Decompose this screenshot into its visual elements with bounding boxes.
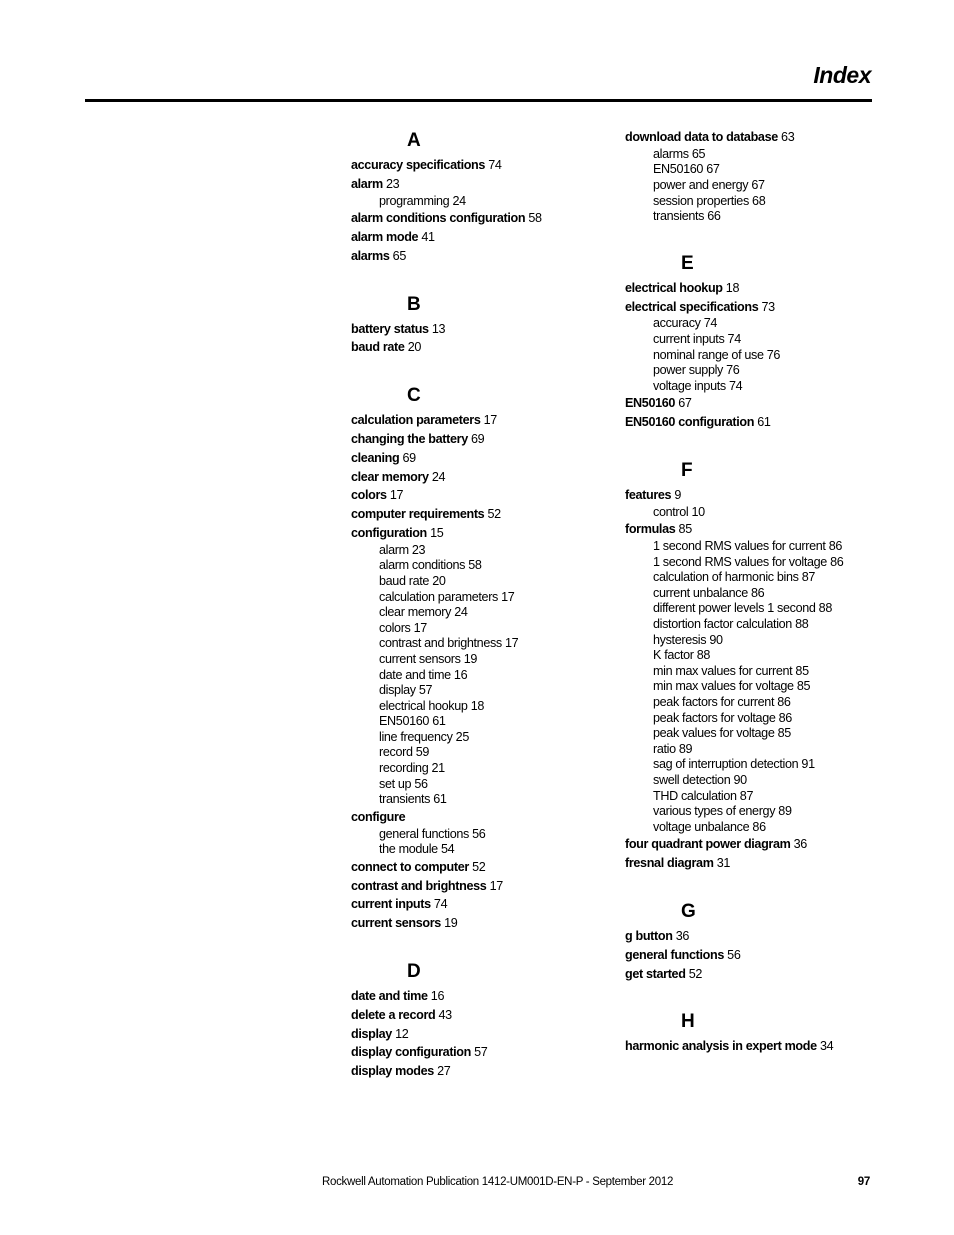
footer-page-number: 97	[857, 1176, 870, 1188]
index-term: electrical hookup	[625, 280, 723, 295]
index-page-ref: 34	[819, 1039, 834, 1054]
index-column-left	[351, 128, 611, 1107]
index-subentry: transients 66	[653, 209, 721, 224]
index-subentry: hysteresis 90	[653, 632, 723, 647]
index-section	[625, 128, 885, 225]
index-entry	[351, 895, 611, 914]
index-term: formulas	[625, 522, 676, 537]
index-page-ref: 20	[407, 340, 422, 355]
index-subentry: control 10	[653, 504, 705, 519]
index-subentries	[351, 827, 611, 858]
index-term: harmonic analysis in expert mode	[625, 1039, 817, 1054]
index-term: fresnal diagram	[625, 856, 714, 871]
index-section	[625, 1009, 885, 1056]
index-entry	[351, 411, 611, 430]
index-entry	[351, 987, 611, 1006]
index-subentry: baud rate 20	[379, 573, 446, 588]
index-subentry: nominal range of use 76	[653, 347, 781, 362]
index-term: configure	[351, 809, 406, 824]
index-term: features	[625, 487, 672, 502]
index-subentries	[625, 147, 885, 225]
section-letter: C	[407, 385, 421, 407]
index-entry	[351, 914, 611, 933]
index-section	[625, 251, 885, 432]
index-subentry: calculation of harmonic bins 87	[653, 570, 816, 585]
index-entry	[625, 1037, 885, 1056]
index-subentry: min max values for voltage 85	[653, 679, 811, 694]
index-subentry: various types of energy 89	[653, 804, 792, 819]
index-entry	[351, 524, 611, 543]
index-term: contrast and brightness	[351, 878, 487, 893]
index-page-ref: 36	[675, 928, 690, 943]
index-entry	[625, 965, 885, 984]
index-subentry: current inputs 74	[653, 331, 741, 346]
index-subentry: 1 second RMS values for voltage 86	[653, 554, 844, 569]
index-subentry: set up 56	[379, 776, 428, 791]
index-subentry: ratio 89	[653, 741, 693, 756]
index-section	[625, 899, 885, 983]
index-subentry: power supply 76	[653, 363, 740, 378]
index-term: display	[351, 1026, 392, 1041]
index-term: current sensors	[351, 916, 441, 931]
index-page-ref: 57	[474, 1045, 488, 1060]
index-subentry: distortion factor calculation 88	[653, 617, 809, 632]
section-letter: D	[407, 961, 421, 983]
index-subentry: voltage inputs 74	[653, 378, 743, 393]
index-subentry: different power levels 1 second 88	[653, 601, 832, 616]
index-page-ref: 36	[793, 837, 807, 852]
index-subentry: session properties 68	[653, 193, 766, 208]
index-subentries	[351, 543, 611, 808]
index-term: accuracy specifications	[351, 158, 486, 172]
index-subentry: display 57	[379, 683, 433, 698]
index-entry	[625, 854, 885, 873]
index-subentry: programming 24	[379, 193, 466, 208]
index-subentry: peak values for voltage 85	[653, 726, 791, 741]
index-subentry: power and energy 67	[653, 177, 765, 192]
index-term: baud rate	[351, 340, 405, 355]
index-page-ref: 67	[678, 396, 692, 411]
index-page-ref: 65	[392, 248, 406, 263]
index-term: four quadrant power diagram	[625, 837, 791, 852]
index-page-ref: 52	[688, 966, 703, 981]
index-entry	[351, 877, 611, 896]
index-subentry: 1 second RMS values for current 86	[653, 539, 842, 554]
index-entry	[351, 209, 611, 228]
index-section	[351, 959, 611, 1081]
index-page-ref: 58	[528, 211, 542, 226]
index-page-ref: 13	[431, 321, 446, 336]
index-term: battery status	[351, 321, 429, 336]
index-column-right	[625, 128, 885, 1082]
index-entry	[351, 1006, 611, 1025]
index-term: delete a record	[351, 1007, 436, 1022]
index-entry	[625, 927, 885, 946]
section-letter: E	[681, 252, 694, 274]
index-term: alarm mode	[351, 229, 419, 244]
index-page-ref: 74	[433, 897, 448, 912]
index-entry	[351, 1025, 611, 1044]
index-page-ref: 85	[678, 522, 692, 537]
index-subentry: colors 17	[379, 620, 427, 635]
page-title: Index	[813, 62, 871, 88]
index-subentry: alarm conditions 58	[379, 558, 482, 573]
index-entry	[351, 449, 611, 468]
index-subentry: line frequency 25	[379, 729, 469, 744]
index-subentry: THD calculation 87	[653, 788, 754, 803]
index-subentry: peak factors for current 86	[653, 695, 791, 710]
index-entry	[625, 835, 885, 854]
index-term: get started	[625, 966, 686, 981]
index-subentry: voltage unbalance 86	[653, 819, 766, 834]
index-subentry: sag of interruption detection 91	[653, 757, 815, 772]
index-subentry: transients 61	[379, 792, 447, 807]
index-term: cleaning	[351, 450, 400, 465]
index-subentry: the module 54	[379, 842, 455, 857]
index-subentry: EN50160 61	[379, 714, 446, 729]
index-entry	[625, 394, 885, 413]
index-subentry: general functions 56	[379, 826, 486, 841]
index-subentry: peak factors for voltage 86	[653, 710, 792, 725]
index-subentry: calculation parameters 17	[379, 589, 515, 604]
index-page-ref: 17	[483, 413, 497, 428]
index-page-ref: 73	[761, 299, 775, 314]
section-letter: B	[407, 293, 421, 315]
index-subentry: accuracy 74	[653, 316, 718, 331]
index-subentries	[625, 539, 885, 835]
index-entry	[351, 1043, 611, 1062]
index-section	[351, 383, 611, 933]
index-term: connect to computer	[351, 859, 469, 874]
index-page-ref: 43	[438, 1007, 452, 1022]
index-page-ref: 19	[444, 916, 458, 931]
index-page-ref: 56	[727, 947, 741, 962]
index-page-ref: 24	[431, 469, 446, 484]
index-subentry: electrical hookup 18	[379, 698, 485, 713]
section-letter: F	[681, 459, 693, 481]
index-subentry: swell detection 90	[653, 773, 747, 788]
index-term: alarm	[351, 176, 383, 191]
index-subentry: K factor 88	[653, 648, 711, 663]
index-term: date and time	[351, 989, 428, 1004]
index-entry	[351, 858, 611, 877]
index-term: computer requirements	[351, 507, 485, 522]
index-entry	[351, 486, 611, 505]
index-page-ref: 63	[781, 130, 795, 144]
index-entry	[351, 247, 611, 266]
index-term: general functions	[625, 947, 725, 962]
index-page-ref: 61	[757, 415, 771, 430]
index-term: alarms	[351, 248, 390, 263]
index-page-ref: 52	[472, 859, 486, 874]
index-entry	[351, 505, 611, 524]
index-subentries	[625, 505, 885, 521]
index-subentry: current unbalance 86	[653, 585, 765, 600]
index-page-ref: 52	[487, 507, 501, 522]
footer-publication: Rockwell Automation Publication 1412-UM001D-EN-P - September 2012	[322, 1176, 674, 1188]
index-term: current inputs	[351, 897, 431, 912]
index-page-ref: 9	[674, 487, 682, 502]
index-subentry: date and time 16	[379, 667, 468, 682]
index-term: g button	[625, 928, 673, 943]
index-page-ref: 16	[430, 989, 445, 1004]
index-subentry: alarm 23	[379, 542, 426, 557]
index-entry	[351, 808, 611, 827]
index-term: display modes	[351, 1064, 434, 1079]
index-subentry: recording 21	[379, 761, 445, 776]
index-page-ref: 74	[488, 158, 502, 172]
index-term: colors	[351, 488, 387, 503]
index-subentries	[625, 316, 885, 394]
index-entry	[625, 486, 885, 505]
index-term: download data to database	[625, 130, 778, 144]
index-subentry: alarms 65	[653, 146, 706, 161]
index-subentry: current sensors 19	[379, 651, 477, 666]
index-term: EN50160	[625, 396, 676, 411]
index-term: EN50160 configuration	[625, 415, 755, 430]
index-page-ref: 41	[421, 229, 435, 244]
index-page-ref: 18	[725, 280, 740, 295]
index-subentry: record 59	[379, 745, 430, 760]
index-page-ref: 17	[489, 878, 503, 893]
index-section	[625, 458, 885, 873]
title-rule	[85, 99, 872, 102]
index-entry	[625, 946, 885, 965]
index-page-ref: 23	[386, 176, 400, 191]
index-term: electrical specifications	[625, 299, 759, 314]
index-subentry: clear memory 24	[379, 605, 468, 620]
index-term: display configuration	[351, 1045, 471, 1060]
index-entry	[625, 520, 885, 539]
index-entry	[351, 430, 611, 449]
index-term: alarm conditions configuration	[351, 211, 526, 226]
index-page-ref: 12	[395, 1026, 409, 1041]
section-letter: A	[407, 130, 421, 151]
index-page-ref: 31	[716, 856, 731, 871]
index-subentry: EN50160 67	[653, 162, 720, 177]
index-page-ref: 15	[430, 525, 444, 540]
index-entry	[625, 279, 885, 298]
index-entry	[351, 156, 611, 175]
index-page-ref: 69	[471, 431, 485, 446]
index-entry	[351, 468, 611, 487]
index-term: clear memory	[351, 469, 429, 484]
index-subentry: contrast and brightness 17	[379, 636, 519, 651]
index-entry	[351, 320, 611, 339]
section-letter: H	[681, 1011, 695, 1033]
index-page-ref: 17	[389, 488, 404, 503]
index-page-ref: 27	[437, 1064, 451, 1079]
index-term: calculation parameters	[351, 413, 481, 428]
index-term: configuration	[351, 525, 427, 540]
index-entry	[625, 298, 885, 317]
index-entry	[351, 338, 611, 357]
index-subentries	[351, 194, 611, 210]
index-subentry: min max values for current 85	[653, 663, 809, 678]
index-entry	[351, 175, 611, 194]
index-entry	[625, 128, 885, 147]
section-letter: G	[681, 900, 696, 922]
index-section	[351, 292, 611, 358]
index-entry	[351, 1062, 611, 1081]
index-page-ref: 69	[402, 450, 416, 465]
index-term: changing the battery	[351, 431, 468, 446]
index-entry	[351, 228, 611, 247]
index-entry	[625, 413, 885, 432]
index-section	[351, 128, 611, 266]
